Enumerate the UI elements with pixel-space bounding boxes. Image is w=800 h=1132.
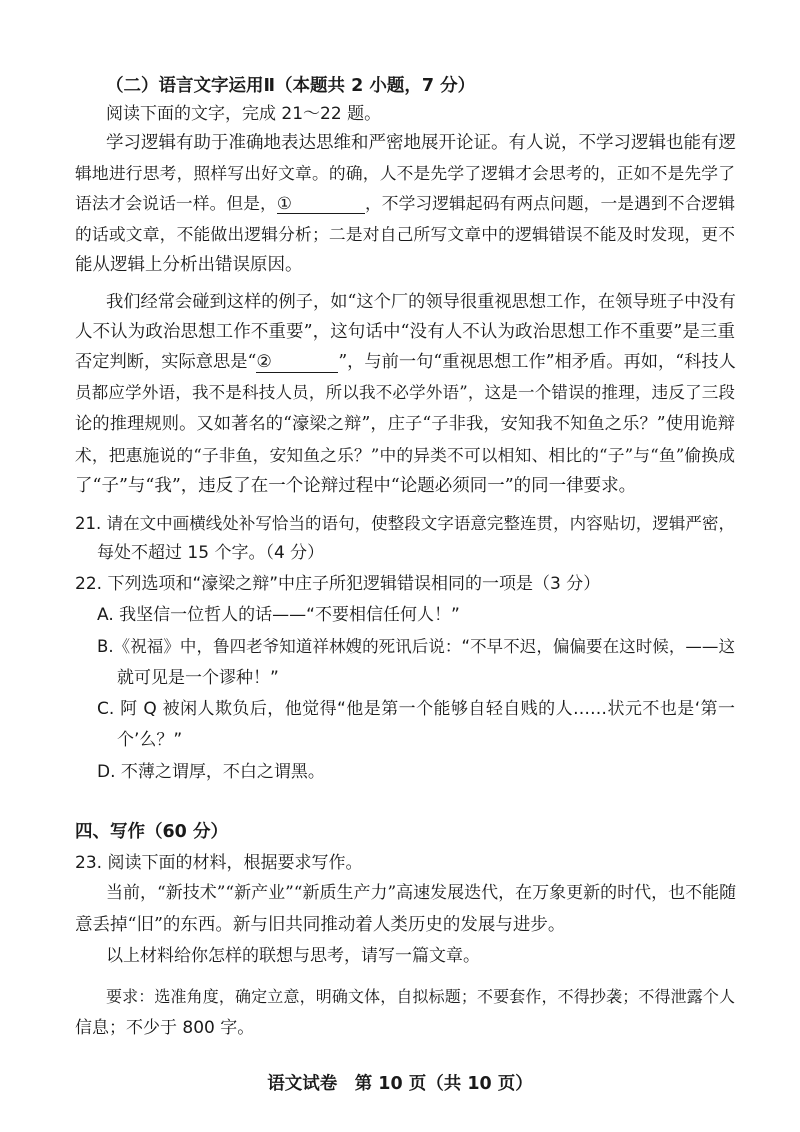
q23-requirements-line2: 信息；不少于 800 字。 xyxy=(75,1018,255,1038)
passage-p2-line2: 人不认为政治思想工作不重要”，这句话中“没有人不认为政治思想工作不重要”是三重 xyxy=(75,322,735,342)
q22-option-a: A. 我坚信一位哲人的话——“不要相信任何人！” xyxy=(97,605,460,625)
passage-p2-line3 xyxy=(75,350,735,374)
blank-1: ① xyxy=(277,193,365,214)
q23-stem: 23. 阅读下面的材料，根据要求写作。 xyxy=(75,853,363,873)
section4-heading: 四、写作（60 分） xyxy=(75,822,228,842)
passage-p1-line3-a: 语法才会说话一样。但是， xyxy=(75,193,277,213)
passage-p1-line3-b: ，不学习逻辑起码有两点问题，一是遇到不合逻辑 xyxy=(364,193,735,213)
passage-p2-line4: 员都应学外语，我不是科技人员，所以我不必学外语”，这是一个错误的推理，违反了三段 xyxy=(75,383,735,402)
passage-p1-line1: 学习逻辑有助于准确地表达思维和严密地展开论证。有人说，不学习逻辑也能有逻 xyxy=(106,133,736,153)
passage-p2-line7: 了“子”与“我”，违反了在一个论辩过程中“论题必须同一”的同一律要求。 xyxy=(75,476,637,496)
q22-stem: 22. 下列选项和“濠梁之辩”中庄子所犯逻辑错误相同的一项是（3 分） xyxy=(75,574,601,594)
q23-material-line3: 以上材料给你怎样的联想与思考，请写一篇文章。 xyxy=(106,946,480,966)
q21-stem-line1: 21. 请在文中画横线处补写恰当的语句，使整段文字语意完整连贯，内容贴切，逻辑严密， xyxy=(75,514,735,533)
q22-option-c-line2: 个’么？” xyxy=(117,730,183,750)
section2-instruction: 阅读下面的文字，完成 21～22 题。 xyxy=(106,104,382,124)
blank-2: ② xyxy=(256,352,338,373)
q22-option-d: D. 不薄之谓厚，不白之谓黑。 xyxy=(97,762,325,782)
passage-p1-line2: 辑地进行思考，照样写出好文章。的确，人不是先学了逻辑才会思考的，正如不是先学了 xyxy=(75,163,735,183)
q23-material-line2: 意丢掉“旧”的东西。新与旧共同推动着人类历史的发展与进步。 xyxy=(75,915,566,935)
q23-material-line1: 当前，“新技术”“新产业”“新质生产力”高速发展迭代，在万象更新的时代，也不能随 xyxy=(106,883,737,903)
page-footer: 语文试卷 第 10 页（共 10 页） xyxy=(267,1074,533,1094)
q21-stem-line2: 每处不超过 15 个字。（4 分） xyxy=(97,543,325,563)
q22-option-b-line1: B.《祝福》中，鲁四老爷知道祥林嫂的死讯后说：“不早不迟，偏偏要在这时候，——这 xyxy=(97,637,735,656)
passage-p2-line3-a: 否定判断，实际意思是“ xyxy=(75,352,257,372)
passage-p2-line1: 我们经常会碰到这样的例子，如“这个厂的领导很重视思想工作，在领导班子中没有 xyxy=(106,292,736,312)
passage-p1-line4: 的话或文章，不能做出逻辑分析；二是对自己所写文章中的逻辑错误不能及时发现，更不 xyxy=(75,224,735,244)
passage-p2-line6: 术，把惠施说的“子非鱼，安知鱼之乐？”中的异类不可以相知、相比的“子”与“鱼”偷换成 xyxy=(75,445,735,465)
q22-option-b-line2: 就可见是一个谬种！” xyxy=(117,668,279,688)
passage-p2-line3-b: ”，与前一句“重视思想工作”相矛盾。再如，“科技人 xyxy=(338,352,736,372)
q22-option-c-line1: C. 阿 Q 被闲人欺负后，他觉得“他是第一个能够自轻自贱的人……状元不也是‘第一 xyxy=(97,699,735,719)
section2-heading: （二）语言文字运用Ⅱ（本题共 2 小题，7 分） xyxy=(106,76,476,96)
passage-p2-line5: 论的推理规则。又如著名的“濠梁之辩”，庄子“子非我，安知我不知鱼之乐？”使用诡辩 xyxy=(75,414,735,434)
q23-requirements-line1: 要求：选准角度，确定立意，明确文体，自拟标题；不要套作，不得抄袭；不得泄露个人 xyxy=(106,987,735,1006)
passage-p1-line5: 能从逻辑上分析出错误原因。 xyxy=(75,255,303,275)
passage-p1-line3 xyxy=(75,191,735,215)
